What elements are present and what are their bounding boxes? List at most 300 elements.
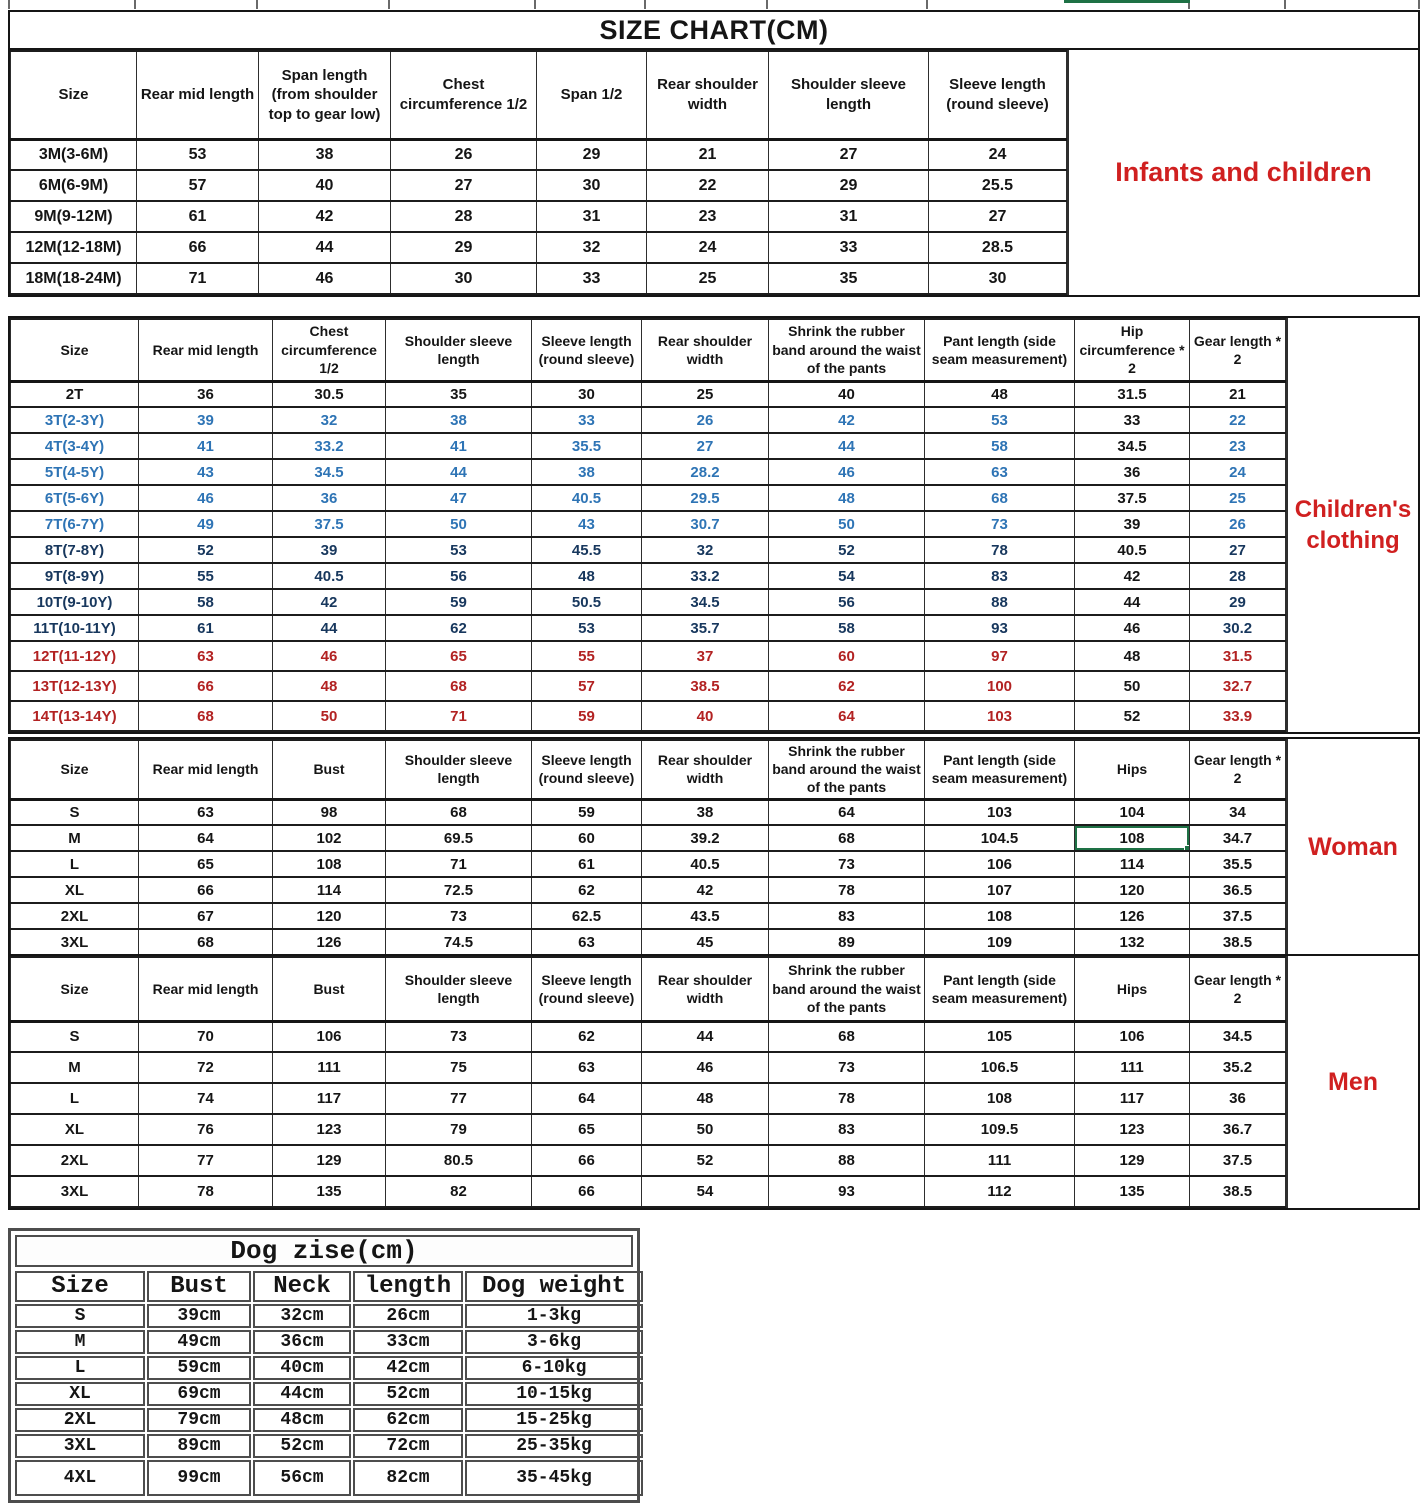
value-cell: 27: [391, 170, 537, 201]
value-cell: 72cm: [353, 1434, 463, 1458]
value-cell: 99cm: [147, 1460, 251, 1496]
value-cell: 37.5: [1075, 485, 1190, 511]
value-cell: 120: [273, 903, 386, 929]
value-cell: 66: [139, 671, 273, 701]
value-cell: 32: [642, 537, 769, 563]
column-header: Hips: [1075, 740, 1190, 799]
value-cell: 78: [769, 1083, 925, 1114]
value-cell: 73: [386, 903, 532, 929]
value-cell: 40: [259, 170, 391, 201]
header-row: [11, 957, 1286, 1021]
column-header: Shrink the rubber band around the waist of the pants: [769, 740, 925, 799]
value-cell: 89cm: [147, 1434, 251, 1458]
size-cell: S: [15, 1304, 145, 1328]
value-cell: 104: [1075, 799, 1190, 825]
value-cell: 71: [137, 263, 259, 294]
value-cell: 48: [532, 563, 642, 589]
value-cell: 15-25kg: [465, 1408, 643, 1432]
gridline-tick: [134, 0, 136, 9]
size-cell: XL: [11, 877, 139, 903]
column-header: Bust: [147, 1271, 251, 1302]
value-cell: 39cm: [147, 1304, 251, 1328]
value-cell: 42: [769, 407, 925, 433]
value-cell: 32: [537, 232, 647, 263]
size-cell: 9T(8-9Y): [11, 563, 139, 589]
value-cell: 135: [1075, 1176, 1190, 1207]
selected-cell: 108: [1075, 825, 1190, 851]
value-cell: 97: [925, 641, 1075, 671]
value-cell: 3-6kg: [465, 1330, 643, 1354]
value-cell: 126: [1075, 903, 1190, 929]
size-cell: 11T(10-11Y): [11, 615, 139, 641]
value-cell: 57: [532, 671, 642, 701]
value-cell: 32: [273, 407, 386, 433]
value-cell: 61: [532, 851, 642, 877]
value-cell: 36: [1075, 459, 1190, 485]
value-cell: 35-45kg: [465, 1460, 643, 1496]
table-row: [11, 407, 1286, 433]
value-cell: 34.5: [1075, 433, 1190, 459]
size-cell: 10T(9-10Y): [11, 589, 139, 615]
children-body: [10, 318, 1418, 732]
value-cell: 53: [532, 615, 642, 641]
value-cell: 30: [537, 170, 647, 201]
value-cell: 46: [139, 485, 273, 511]
size-cell: 12M(12-18M): [11, 232, 137, 263]
value-cell: 50: [642, 1114, 769, 1145]
column-header: Rear mid length: [139, 319, 273, 381]
value-cell: 78: [925, 537, 1075, 563]
column-header: Size: [15, 1271, 145, 1302]
value-cell: 30: [532, 381, 642, 407]
value-cell: 107: [925, 877, 1075, 903]
size-cell: M: [11, 825, 139, 851]
value-cell: 56: [769, 589, 925, 615]
value-cell: 43: [532, 511, 642, 537]
size-cell: XL: [11, 1114, 139, 1145]
column-header: Size: [11, 51, 137, 139]
column-header: Shoulder sleeve length: [386, 957, 532, 1021]
size-cell: 6T(5-6Y): [11, 485, 139, 511]
value-cell: 82: [386, 1176, 532, 1207]
size-cell: 5T(4-5Y): [11, 459, 139, 485]
value-cell: 89: [769, 929, 925, 955]
value-cell: 36.5: [1190, 877, 1286, 903]
value-cell: 54: [769, 563, 925, 589]
children-side-label: Children's clothing: [1286, 318, 1418, 732]
value-cell: 33: [769, 232, 929, 263]
table-row: [11, 1052, 1286, 1083]
value-cell: 48: [1075, 641, 1190, 671]
value-cell: 56cm: [253, 1460, 351, 1496]
value-cell: 102: [273, 825, 386, 851]
column-header: Rear mid length: [139, 740, 273, 799]
value-cell: 68: [386, 671, 532, 701]
gridline-tick: [256, 0, 258, 9]
value-cell: 41: [386, 433, 532, 459]
value-cell: 29: [769, 170, 929, 201]
value-cell: 67: [139, 903, 273, 929]
value-cell: 28.2: [642, 459, 769, 485]
value-cell: 117: [273, 1083, 386, 1114]
value-cell: 35.7: [642, 615, 769, 641]
value-cell: 93: [769, 1176, 925, 1207]
size-cell: 2XL: [15, 1408, 145, 1432]
size-cell: L: [15, 1356, 145, 1380]
value-cell: 71: [386, 851, 532, 877]
value-cell: 120: [1075, 877, 1190, 903]
value-cell: 27: [929, 201, 1067, 232]
value-cell: 49: [139, 511, 273, 537]
column-header: Sleeve length (round sleeve): [532, 740, 642, 799]
table-row: [11, 511, 1286, 537]
value-cell: 88: [769, 1145, 925, 1176]
value-cell: 23: [647, 201, 769, 232]
infants-body: [10, 50, 1418, 295]
value-cell: 52cm: [253, 1434, 351, 1458]
value-cell: 42cm: [353, 1356, 463, 1380]
value-cell: 46: [1075, 615, 1190, 641]
value-cell: 45.5: [532, 537, 642, 563]
column-header: Chest circumference 1/2: [273, 319, 386, 381]
value-cell: 106: [925, 851, 1075, 877]
value-cell: 114: [273, 877, 386, 903]
value-cell: 72: [139, 1052, 273, 1083]
value-cell: 135: [273, 1176, 386, 1207]
children-table: [10, 318, 1286, 732]
value-cell: 64: [532, 1083, 642, 1114]
value-cell: 42: [1075, 563, 1190, 589]
value-cell: 21: [1190, 381, 1286, 407]
value-cell: 34.5: [1190, 1021, 1286, 1052]
column-header: length: [353, 1271, 463, 1302]
size-cell: S: [11, 799, 139, 825]
value-cell: 50: [769, 511, 925, 537]
value-cell: 83: [769, 903, 925, 929]
value-cell: 76: [139, 1114, 273, 1145]
table-row: [15, 1382, 643, 1406]
value-cell: 50: [386, 511, 532, 537]
value-cell: 72.5: [386, 877, 532, 903]
value-cell: 59cm: [147, 1356, 251, 1380]
value-cell: 44: [1075, 589, 1190, 615]
value-cell: 38: [386, 407, 532, 433]
value-cell: 35.5: [1190, 851, 1286, 877]
value-cell: 83: [769, 1114, 925, 1145]
value-cell: 28: [391, 201, 537, 232]
value-cell: 24: [647, 232, 769, 263]
value-cell: 44cm: [253, 1382, 351, 1406]
table-row: [11, 903, 1286, 929]
value-cell: 22: [1190, 407, 1286, 433]
column-header: Pant length (side seam measurement): [925, 319, 1075, 381]
value-cell: 52cm: [353, 1382, 463, 1406]
value-cell: 25: [647, 263, 769, 294]
gridline-tick: [926, 0, 928, 9]
value-cell: 69.5: [386, 825, 532, 851]
table-row: [11, 485, 1286, 511]
table-row: [11, 433, 1286, 459]
value-cell: 79cm: [147, 1408, 251, 1432]
value-cell: 129: [273, 1145, 386, 1176]
value-cell: 39.2: [642, 825, 769, 851]
value-cell: 34.7: [1190, 825, 1286, 851]
value-cell: 123: [1075, 1114, 1190, 1145]
children-size-chart: [8, 316, 1420, 734]
value-cell: 30.5: [273, 381, 386, 407]
size-cell: 8T(7-8Y): [11, 537, 139, 563]
value-cell: 68: [139, 701, 273, 731]
value-cell: 33: [537, 263, 647, 294]
value-cell: 44: [386, 459, 532, 485]
value-cell: 40.5: [1075, 537, 1190, 563]
column-header: Shoulder sleeve length: [386, 319, 532, 381]
value-cell: 43.5: [642, 903, 769, 929]
men-side-label: Men: [1286, 956, 1418, 1208]
column-header: Size: [11, 740, 139, 799]
size-cell: L: [11, 851, 139, 877]
size-cell: 13T(12-13Y): [11, 671, 139, 701]
value-cell: 59: [532, 799, 642, 825]
value-cell: 31: [769, 201, 929, 232]
value-cell: 32.7: [1190, 671, 1286, 701]
value-cell: 42: [642, 877, 769, 903]
gridline-tick: [534, 0, 536, 9]
table-row: [11, 701, 1286, 731]
value-cell: 45: [642, 929, 769, 955]
value-cell: 68: [386, 799, 532, 825]
value-cell: 64: [769, 799, 925, 825]
size-cell: 3XL: [11, 1176, 139, 1207]
table-row: [11, 1114, 1286, 1145]
value-cell: 39: [139, 407, 273, 433]
size-cell: 2XL: [11, 903, 139, 929]
value-cell: 29.5: [642, 485, 769, 511]
value-cell: 65: [532, 1114, 642, 1145]
value-cell: 50: [1075, 671, 1190, 701]
column-header: Dog weight: [465, 1271, 643, 1302]
value-cell: 27: [1190, 537, 1286, 563]
table-row: [11, 201, 1067, 232]
table-row: [15, 1434, 643, 1458]
value-cell: 66: [532, 1176, 642, 1207]
table-row: [11, 1176, 1286, 1207]
column-header: Sleeve length (round sleeve): [532, 319, 642, 381]
column-header: Rear shoulder width: [647, 51, 769, 139]
size-cell: 4XL: [15, 1460, 145, 1496]
value-cell: 109.5: [925, 1114, 1075, 1145]
value-cell: 25-35kg: [465, 1434, 643, 1458]
column-header: Bust: [273, 957, 386, 1021]
column-header: Bust: [273, 740, 386, 799]
table-row: [11, 641, 1286, 671]
column-header: Rear mid length: [137, 51, 259, 139]
value-cell: 105: [925, 1021, 1075, 1052]
value-cell: 64: [769, 701, 925, 731]
value-cell: 75: [386, 1052, 532, 1083]
value-cell: 39: [1075, 511, 1190, 537]
gridline-tick: [1284, 0, 1286, 9]
value-cell: 10-15kg: [465, 1382, 643, 1406]
value-cell: 33.2: [273, 433, 386, 459]
value-cell: 104.5: [925, 825, 1075, 851]
value-cell: 60: [769, 641, 925, 671]
table-row: [11, 537, 1286, 563]
value-cell: 52: [1075, 701, 1190, 731]
value-cell: 108: [925, 903, 1075, 929]
column-header: Rear shoulder width: [642, 319, 769, 381]
value-cell: 103: [925, 799, 1075, 825]
value-cell: 21: [647, 139, 769, 170]
header-row: [11, 51, 1067, 139]
value-cell: 24: [929, 139, 1067, 170]
value-cell: 103: [925, 701, 1075, 731]
value-cell: 63: [925, 459, 1075, 485]
column-header: Chest circumference 1/2: [391, 51, 537, 139]
table-row: [11, 563, 1286, 589]
value-cell: 82cm: [353, 1460, 463, 1496]
value-cell: 46: [769, 459, 925, 485]
value-cell: 31: [537, 201, 647, 232]
table-row: [11, 929, 1286, 955]
size-cell: 2XL: [11, 1145, 139, 1176]
table-row: [15, 1408, 643, 1432]
value-cell: 40.5: [642, 851, 769, 877]
size-cell: 3M(3-6M): [11, 139, 137, 170]
value-cell: 48: [925, 381, 1075, 407]
value-cell: 69cm: [147, 1382, 251, 1406]
value-cell: 24: [1190, 459, 1286, 485]
value-cell: 25: [1190, 485, 1286, 511]
value-cell: 98: [273, 799, 386, 825]
value-cell: 66: [137, 232, 259, 263]
value-cell: 40cm: [253, 1356, 351, 1380]
value-cell: 30: [929, 263, 1067, 294]
value-cell: 111: [925, 1145, 1075, 1176]
header-row: [15, 1271, 643, 1302]
selection-remnant: [1064, 0, 1190, 3]
value-cell: 70: [139, 1021, 273, 1052]
table-row: [11, 232, 1067, 263]
size-cell: 12T(11-12Y): [11, 641, 139, 671]
infants-table: [10, 50, 1067, 295]
gridline-tick: [388, 0, 390, 9]
column-header: Size: [11, 957, 139, 1021]
table-row: [11, 799, 1286, 825]
value-cell: 68: [139, 929, 273, 955]
column-header: Size: [11, 319, 139, 381]
woman-table: [10, 739, 1286, 956]
value-cell: 100: [925, 671, 1075, 701]
value-cell: 44: [769, 433, 925, 459]
value-cell: 48: [273, 671, 386, 701]
table-row: [15, 1460, 643, 1496]
value-cell: 71: [386, 701, 532, 731]
column-header: Span 1/2: [537, 51, 647, 139]
value-cell: 40.5: [532, 485, 642, 511]
value-cell: 48: [642, 1083, 769, 1114]
value-cell: 60: [532, 825, 642, 851]
value-cell: 38: [532, 459, 642, 485]
value-cell: 63: [139, 641, 273, 671]
table-row: [11, 170, 1067, 201]
value-cell: 29: [1190, 589, 1286, 615]
size-cell: S: [11, 1021, 139, 1052]
value-cell: 63: [532, 1052, 642, 1083]
value-cell: 40.5: [273, 563, 386, 589]
column-header: Span length (from shoulder top to gear low): [259, 51, 391, 139]
value-cell: 65: [139, 851, 273, 877]
value-cell: 39: [273, 537, 386, 563]
value-cell: 77: [139, 1145, 273, 1176]
column-header: Gear length * 2: [1190, 319, 1286, 381]
column-header: Sleeve length (round sleeve): [929, 51, 1067, 139]
column-header: Neck: [253, 1271, 351, 1302]
value-cell: 73: [386, 1021, 532, 1052]
column-header: Shrink the rubber band around the waist of the pants: [769, 319, 925, 381]
value-cell: 38: [642, 799, 769, 825]
value-cell: 26cm: [353, 1304, 463, 1328]
size-cell: 9M(9-12M): [11, 201, 137, 232]
value-cell: 27: [769, 139, 929, 170]
value-cell: 83: [925, 563, 1075, 589]
value-cell: 36: [273, 485, 386, 511]
value-cell: 23: [1190, 433, 1286, 459]
column-header: Hip circumference * 2: [1075, 319, 1190, 381]
value-cell: 62cm: [353, 1408, 463, 1432]
men-size-chart: [8, 954, 1420, 1210]
size-cell: 3XL: [15, 1434, 145, 1458]
value-cell: 61: [139, 615, 273, 641]
value-cell: 88: [925, 589, 1075, 615]
woman-size-chart: [8, 737, 1420, 958]
value-cell: 36.7: [1190, 1114, 1286, 1145]
value-cell: 73: [925, 511, 1075, 537]
value-cell: 38.5: [1190, 929, 1286, 955]
value-cell: 63: [139, 799, 273, 825]
value-cell: 66: [532, 1145, 642, 1176]
value-cell: 42: [259, 201, 391, 232]
value-cell: 48cm: [253, 1408, 351, 1432]
table-row: [15, 1330, 643, 1354]
value-cell: 78: [769, 877, 925, 903]
value-cell: 26: [642, 407, 769, 433]
column-header: Shrink the rubber band around the waist of the pants: [769, 957, 925, 1021]
value-cell: 34.5: [273, 459, 386, 485]
value-cell: 37.5: [1190, 1145, 1286, 1176]
size-cell: M: [11, 1052, 139, 1083]
value-cell: 111: [273, 1052, 386, 1083]
column-header: Rear shoulder width: [642, 957, 769, 1021]
value-cell: 106: [1075, 1021, 1190, 1052]
value-cell: 33cm: [353, 1330, 463, 1354]
value-cell: 38: [259, 139, 391, 170]
column-header: Gear length * 2: [1190, 740, 1286, 799]
value-cell: 48: [769, 485, 925, 511]
value-cell: 62: [532, 1021, 642, 1052]
value-cell: 33: [532, 407, 642, 433]
size-cell: 18M(18-24M): [11, 263, 137, 294]
value-cell: 55: [139, 563, 273, 589]
column-header: Sleeve length (round sleeve): [532, 957, 642, 1021]
value-cell: 30.7: [642, 511, 769, 537]
value-cell: 108: [925, 1083, 1075, 1114]
infants-side-label: Infants and children: [1067, 50, 1418, 295]
value-cell: 34.5: [642, 589, 769, 615]
value-cell: 109: [925, 929, 1075, 955]
value-cell: 44: [273, 615, 386, 641]
value-cell: 27: [642, 433, 769, 459]
